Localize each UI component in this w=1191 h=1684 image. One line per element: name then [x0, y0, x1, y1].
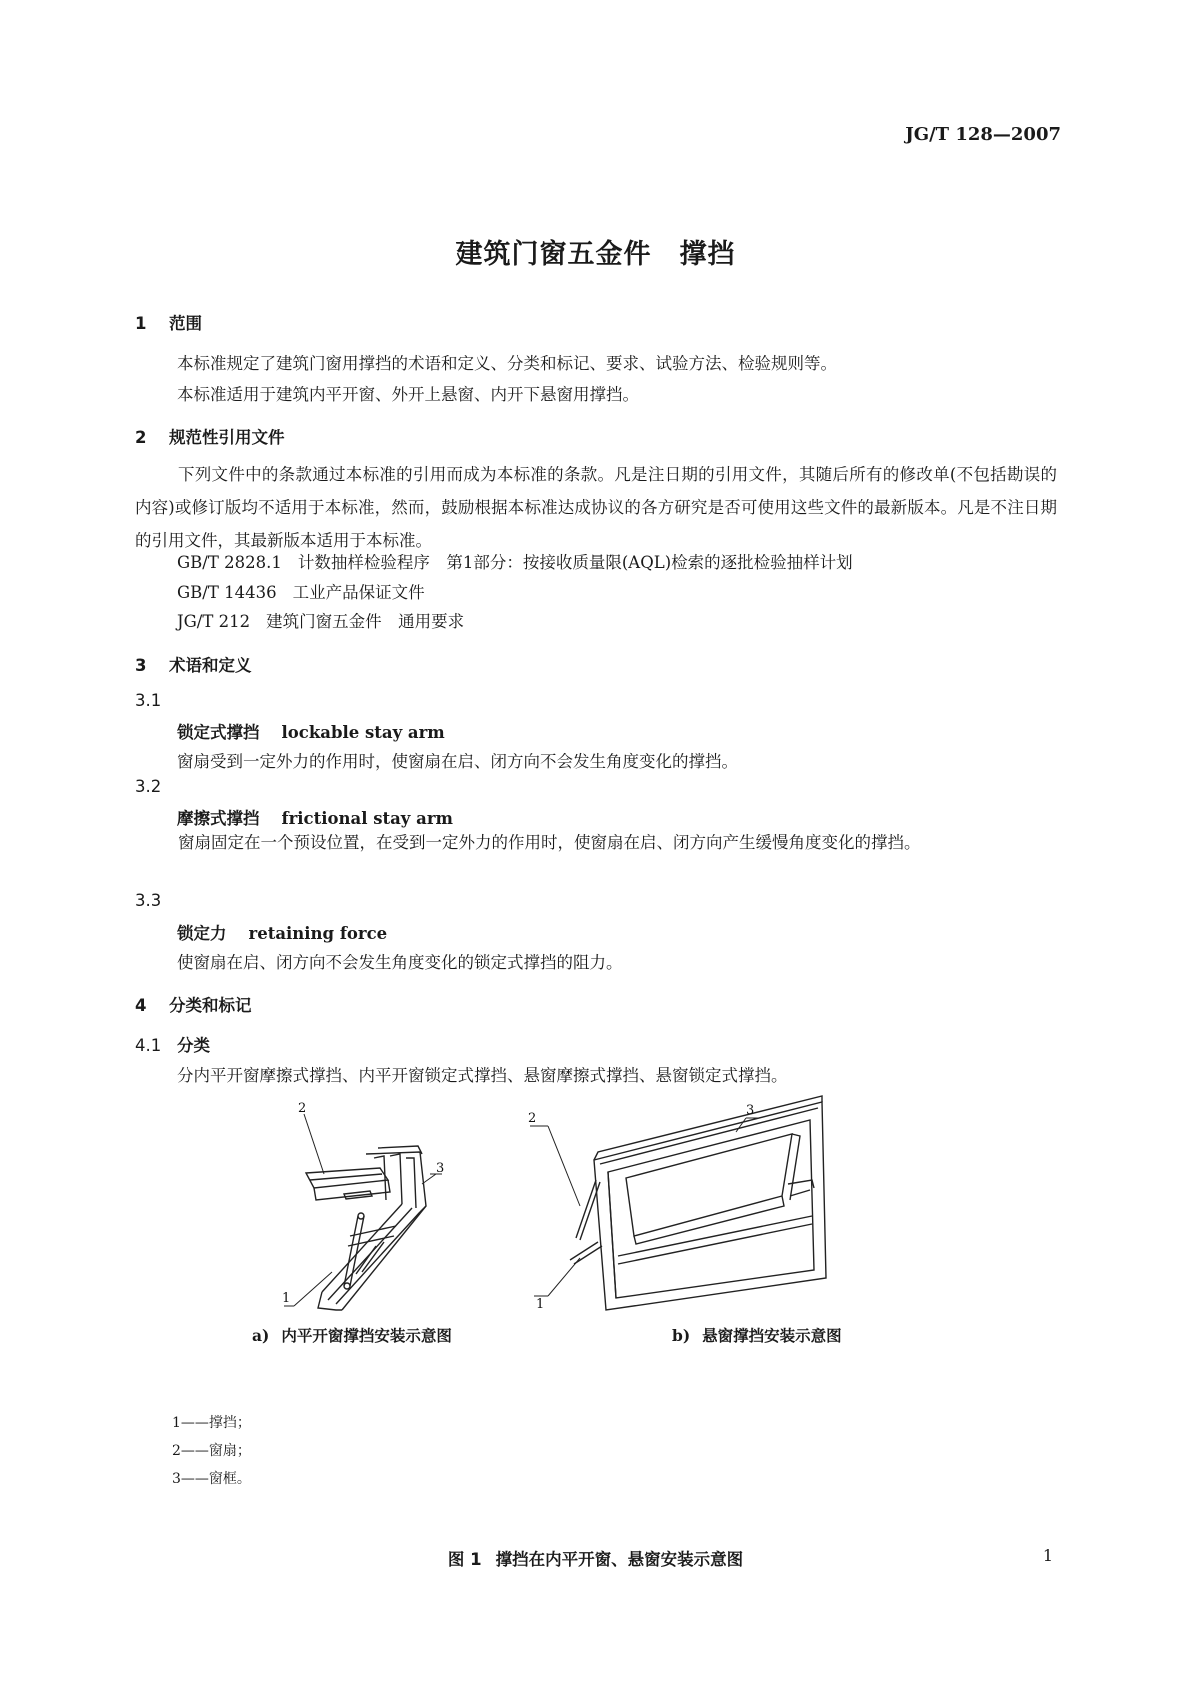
- subsection-title: 分类: [177, 1036, 210, 1055]
- figure-title: [0, 1546, 1191, 1570]
- page-number: 1: [1042, 1546, 1053, 1565]
- subsection-4-1-heading: [135, 1032, 210, 1056]
- document-title: 建筑门窗五金件 撑挡: [455, 239, 736, 270]
- reference-title: 工业产品保证文件: [292, 583, 425, 602]
- section-title: 范围: [169, 314, 202, 333]
- section-2-heading: [135, 424, 285, 448]
- section-4-heading: [135, 992, 252, 1016]
- reference-title: 计数抽样检验程序 第1部分：按接收质量限(AQL)检索的逐批检验抽样计划: [297, 553, 853, 572]
- legend-item: 3——窗框。: [172, 1471, 251, 1487]
- figure-number: 图 1: [447, 1550, 482, 1569]
- term-number: 3.3: [135, 891, 162, 910]
- callout-1: 1: [282, 1291, 291, 1306]
- term-english: frictional stay arm: [281, 809, 453, 828]
- legend-item: 1——撑挡；: [172, 1415, 251, 1431]
- section-3-heading: [135, 652, 252, 676]
- term-number: 3.1: [135, 691, 162, 710]
- figure-title-text: 撑挡在内平开窗、悬窗安装示意图: [495, 1550, 744, 1569]
- callout-3: 3: [436, 1161, 445, 1176]
- section-1-paragraph-1: 本标准规定了建筑门窗用撑挡的术语和定义、分类和标记、要求、试验方法、检验规则等。: [177, 354, 837, 373]
- section-number: 3: [135, 656, 147, 675]
- figure-b-caption: [672, 1324, 842, 1346]
- term-chinese: 锁定式撑挡: [177, 723, 260, 742]
- section-2-paragraph: 下列文件中的条款通过本标准的引用而成为本标准的条款。凡是注日期的引用文件，其随后所有的修改单(不包括勘误的内容)或修订版均不适用于本标准，然而，鼓励根据本标准达成协议的各方研究是否可使用这些文件的最新版本。凡是不注日期的引用文件，其最新版本适用于本标准。: [135, 465, 1057, 550]
- figure-b-label: b): [672, 1326, 691, 1345]
- term-chinese: 摩擦式撑挡: [177, 809, 260, 828]
- section-1-paragraph-2: 本标准适用于建筑内平开窗、外开上悬窗、内开下悬窗用撑挡。: [177, 385, 639, 404]
- reference-code: GB/T 14436: [177, 583, 277, 602]
- reference-item: [177, 549, 853, 573]
- figure-b-title: 悬窗撑挡安装示意图: [702, 1326, 842, 1345]
- reference-item: [177, 579, 425, 603]
- callout-2: 2: [528, 1111, 537, 1126]
- figure-a-label: a): [252, 1326, 270, 1345]
- section-title: 术语和定义: [169, 656, 252, 675]
- term-heading: [177, 920, 387, 944]
- term-english: retaining force: [248, 924, 388, 943]
- legend-item: 2——窗扇；: [172, 1443, 251, 1459]
- term-heading: [177, 805, 453, 829]
- section-number: 4: [135, 996, 147, 1015]
- section-title: 分类和标记: [169, 996, 252, 1015]
- reference-title: 建筑门窗五金件 通用要求: [266, 612, 465, 631]
- subsection-number: 4.1: [135, 1036, 162, 1055]
- reference-code: JG/T 212: [177, 612, 251, 631]
- section-number: 2: [135, 428, 147, 447]
- term-chinese: 锁定力: [177, 924, 227, 943]
- section-number: 1: [135, 314, 147, 333]
- term-definition: 使窗扇在启、闭方向不会发生角度变化的锁定式撑挡的阻力。: [177, 953, 623, 972]
- term-number: 3.2: [135, 777, 162, 796]
- callout-2: 2: [298, 1101, 307, 1116]
- figure-a-caption: [252, 1324, 452, 1346]
- callout-3: 3: [746, 1103, 755, 1118]
- callout-1: 1: [536, 1297, 545, 1312]
- figure-a-casement-stay-diagram: [270, 1096, 470, 1322]
- section-1-heading: [135, 310, 202, 334]
- reference-code: GB/T 2828.1: [177, 553, 282, 572]
- term-heading: [177, 719, 445, 743]
- reference-item: [177, 608, 464, 632]
- section-title: 规范性引用文件: [169, 428, 285, 447]
- figure-a-title: 内平开窗撑挡安装示意图: [281, 1326, 452, 1345]
- term-english: lockable stay arm: [281, 723, 445, 742]
- term-definition: 窗扇受到一定外力的作用时，使窗扇在启、闭方向不会发生角度变化的撑挡。: [177, 752, 738, 771]
- term-definition: 窗扇固定在一个预设位置，在受到一定外力的作用时，使窗扇在启、闭方向产生缓慢角度变化的撑挡。: [178, 833, 921, 852]
- standard-code: JG/T 128—2007: [905, 124, 1061, 145]
- classification-text: 分内平开窗摩擦式撑挡、内平开窗锁定式撑挡、悬窗摩擦式撑挡、悬窗锁定式撑挡。: [177, 1066, 788, 1085]
- figure-b-awning-stay-diagram: [520, 1088, 840, 1324]
